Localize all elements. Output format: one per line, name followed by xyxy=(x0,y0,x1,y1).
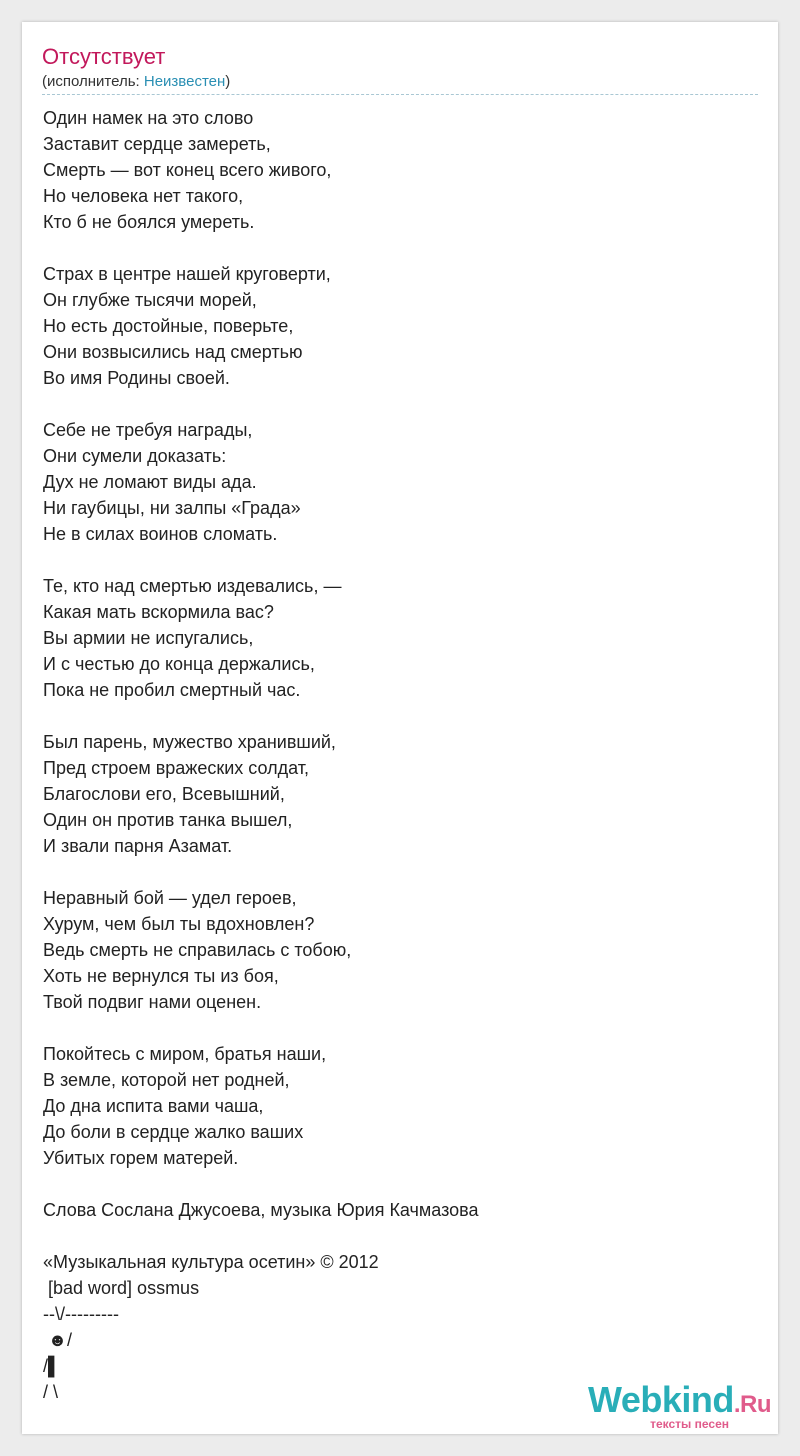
lyric-line: [bad word] ossmus xyxy=(43,1278,200,1298)
brand-tagline: тексты песен xyxy=(650,1417,729,1431)
lyric-line: Был парень, мужество хранивший, xyxy=(43,732,336,752)
lyric-line: Они возвысились над смертью xyxy=(43,342,303,362)
lyric-line: / \ xyxy=(43,1382,59,1402)
stanza-gap xyxy=(43,1015,479,1041)
brand-tld: .Ru xyxy=(733,1391,771,1418)
lyric-line: Кто б не боялся умереть. xyxy=(43,212,255,232)
song-title: Отсутствует xyxy=(42,44,166,69)
lyric-line: Один он против танка вышел, xyxy=(43,810,293,830)
lyric-line: Убитых горем матерей. xyxy=(43,1148,239,1168)
stanza-gap xyxy=(43,391,479,417)
lyric-line: Но человека нет такого, xyxy=(43,186,244,206)
title-divider xyxy=(42,94,758,95)
stanza-gap xyxy=(43,859,479,885)
lyric-line: Дух не ломают виды ада. xyxy=(43,472,257,492)
lyric-line: До боли в сердце жалко ваших xyxy=(43,1122,304,1142)
lyric-line: Покойтесь с миром, братья наши, xyxy=(43,1044,327,1064)
lyric-line: Слова Сослана Джусоева, музыка Юрия Качмазова xyxy=(43,1200,479,1220)
lyric-line: Вы армии не испугались, xyxy=(43,628,254,648)
lyric-line: Какая мать вскормила вас? xyxy=(43,602,274,622)
stanza-gap xyxy=(43,547,479,573)
lyric-line: Страх в центре нашей круговерти, xyxy=(43,264,331,284)
lyrics-card xyxy=(22,22,778,1434)
lyric-line: ☻/ xyxy=(43,1330,72,1350)
lyric-line: Он глубже тысячи морей, xyxy=(43,290,257,310)
lyric-line: Твой подвиг нами оценен. xyxy=(43,992,262,1012)
lyric-line: Те, кто над смертью издевались, — xyxy=(43,576,342,596)
artist-suffix: ) xyxy=(225,73,231,90)
artist-link[interactable]: Неизвестен xyxy=(143,73,226,90)
lyric-line: /▌ xyxy=(43,1356,61,1376)
lyric-line: Хурум, чем был ты вдохновлен? xyxy=(43,914,315,934)
stanza-gap xyxy=(43,1171,479,1197)
lyric-line: Во имя Родины своей. xyxy=(43,368,230,388)
stanza-gap xyxy=(43,235,479,261)
lyric-line: Благослови его, Всевышний, xyxy=(43,784,285,804)
lyric-line: В земле, которой нет родней, xyxy=(43,1070,290,1090)
lyric-line: Но есть достойные, поверьте, xyxy=(43,316,294,336)
lyric-line: Неравный бой — удел героев, xyxy=(43,888,297,908)
webkind-logo[interactable] xyxy=(587,1379,771,1431)
lyric-line: Ни гаубицы, ни залпы «Града» xyxy=(43,498,301,518)
lyric-line: Заставит сердце замереть, xyxy=(43,134,271,154)
lyric-line: До дна испита вами чаша, xyxy=(43,1096,264,1116)
lyric-line: «Музыкальная культура осетин» © 2012 xyxy=(43,1252,379,1272)
lyric-line: Пред строем вражеских солдат, xyxy=(43,758,309,778)
lyrics-text xyxy=(43,105,479,1405)
lyric-line: --\/--------- xyxy=(43,1304,119,1324)
lyric-line: Себе не требуя награды, xyxy=(43,420,253,440)
lyric-line: Ведь смерть не справилась с тобою, xyxy=(43,940,352,960)
stanza-gap xyxy=(43,1223,479,1249)
lyric-line: Смерть — вот конец всего живого, xyxy=(43,160,332,180)
lyric-line: И звали парня Азамат. xyxy=(43,836,233,856)
stanza-gap xyxy=(43,703,479,729)
lyric-line: Один намек на это слово xyxy=(43,108,254,128)
artist-line xyxy=(42,73,230,91)
lyric-line: Пока не пробил смертный час. xyxy=(43,680,301,700)
lyric-line: Хоть не вернулся ты из боя, xyxy=(43,966,279,986)
lyric-line: Они сумели доказать: xyxy=(43,446,227,466)
lyric-line: И с честью до конца держались, xyxy=(43,654,315,674)
artist-prefix: (исполнитель: xyxy=(42,73,144,90)
brand-name: Webkind xyxy=(587,1379,734,1420)
lyric-line: Не в силах воинов сломать. xyxy=(43,524,278,544)
